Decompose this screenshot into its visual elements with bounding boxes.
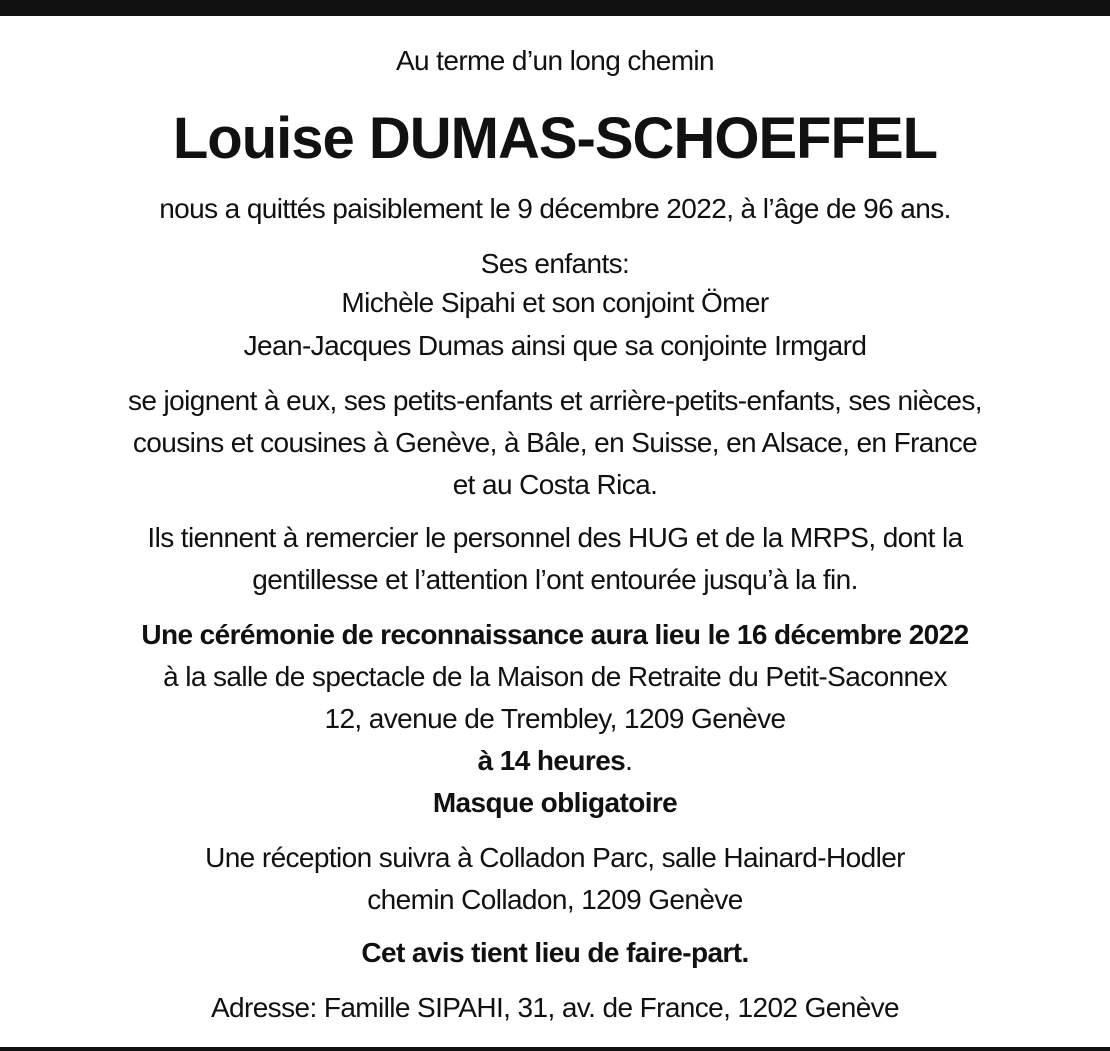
ceremony-venue: à la salle de spectacle de la Maison de Retraite du Petit-Saconnex [163,661,947,692]
reception-line: Une réception suivra à Colladon Parc, salle Hainard-Hodler [205,842,905,873]
child-line: Jean-Jacques Dumas ainsi que sa conjointe Irmgard [243,330,867,361]
ceremony-time-punctuation: . [625,745,633,776]
ceremony-time: à 14 heures [477,745,626,776]
passing-line: nous a quittés paisiblement le 9 décembre 2022, à l’âge de 96 ans. [159,193,951,224]
intro-line: Au terme d’un long chemin [395,45,715,76]
family-line: cousins et cousines à Genève, à Bâle, en Suisse, en Alsace, en France [132,427,978,458]
family-line: se joignent à eux, ses petits-enfants et arrière-petits-enfants, ses nièces, [128,385,982,416]
thanks-line: Ils tiennent à remercier le personnel des HUG et de la MRPS, dont la [147,522,963,553]
ceremony-time-line [0,744,1110,778]
ceremony-address: 12, avenue de Trembley, 1209 Genève [324,703,786,734]
bottom-border [0,1047,1110,1051]
family-line: et au Costa Rica. [452,469,658,500]
deceased-name: Louise DUMAS-SCHOEFFEL [172,106,938,171]
mask-requirement: Masque obligatoire [432,787,678,818]
children-heading: Ses enfants: [480,248,630,279]
contact-address: Adresse: Famille SIPAHI, 31, av. de France, 1202 Genève [210,992,900,1023]
thanks-line: gentillesse et l’attention l’ont entourée jusqu’à la fin. [252,564,858,595]
child-line: Michèle Sipahi et son conjoint Ömer [341,287,769,318]
announcement-line: Cet avis tient lieu de faire-part. [361,937,749,968]
ceremony-headline: Une cérémonie de reconnaissance aura lieu le 16 décembre 2022 [141,619,969,650]
reception-line: chemin Colladon, 1209 Genève [367,884,743,915]
